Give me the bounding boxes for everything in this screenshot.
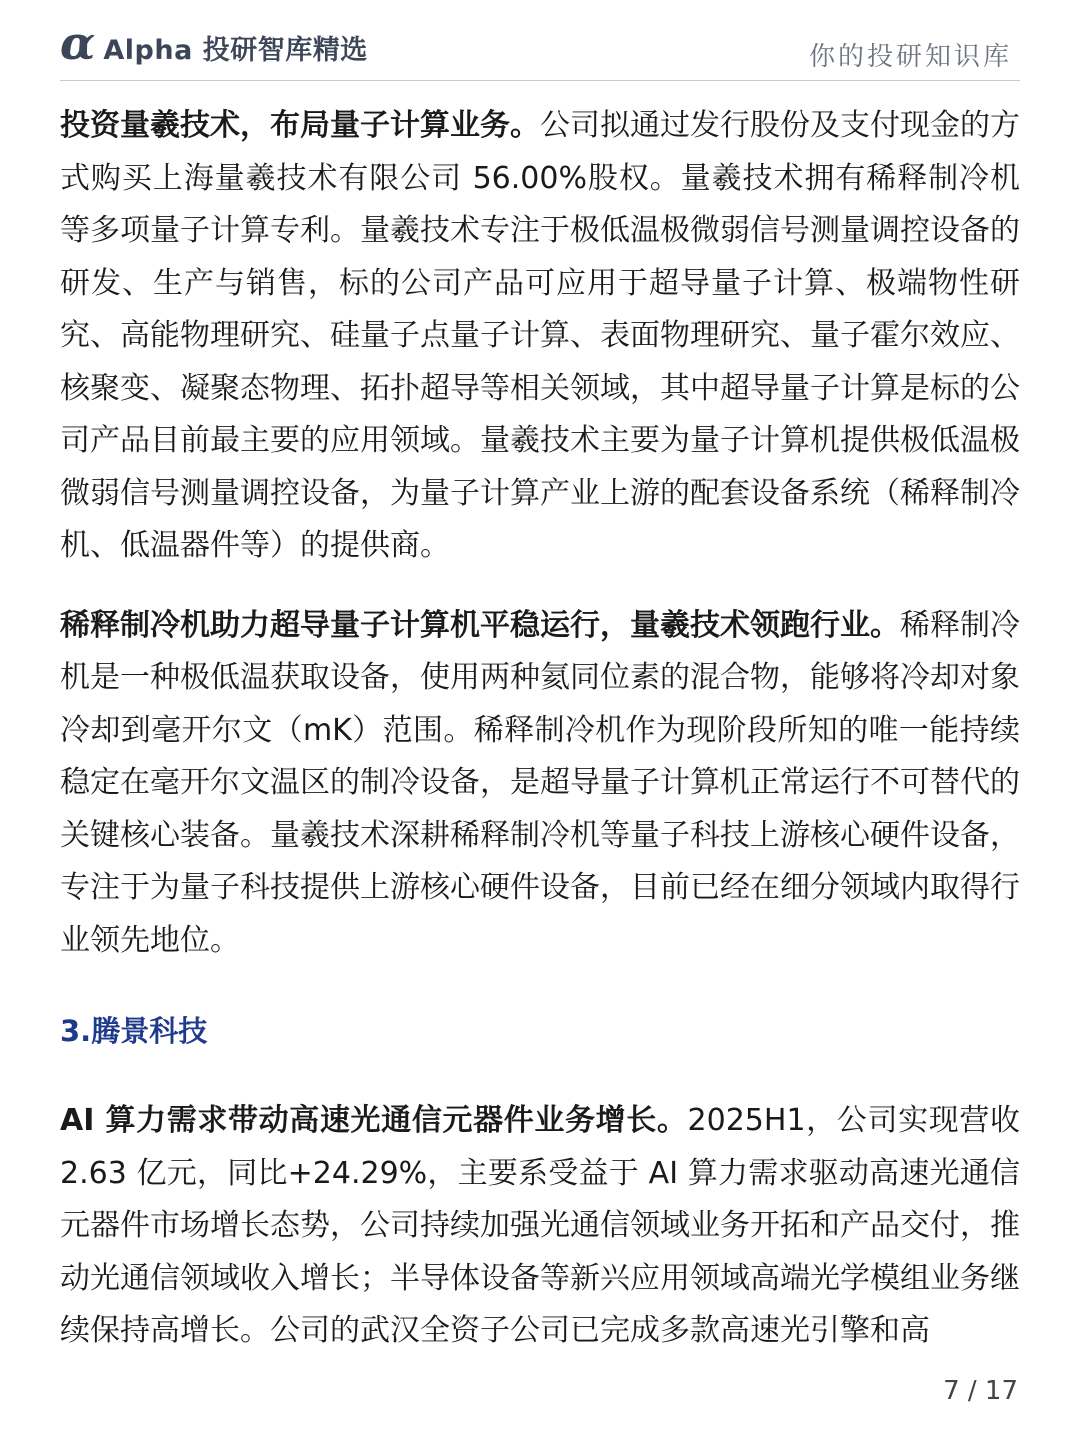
paragraph-text: 稀释制冷机是一种极低温获取设备，使用两种氦同位素的混合物，能够将冷却对象冷却到毫开尔文（mK）范围。稀释制冷机作为现阶段所知的唯一能持续稳定在毫开尔文温区的制冷设备，是超导量子计算机正常运行不可替代的关键核心装备。量羲技术深耕稀释制冷机等量子科技上游核心硬件设备，专注于为量子科技提供上游核心硬件设备，目前已经在细分领域内取得行业领先地位。 xyxy=(60,607,1020,958)
page-header xyxy=(60,18,1020,81)
paragraph-lead: 稀释制冷机助力超导量子计算机平稳运行，量羲技术领跑行业。 xyxy=(60,607,900,643)
page-number: 7 / 17 xyxy=(943,1376,1018,1406)
paragraph-ai-optical xyxy=(60,1095,1020,1358)
paragraph-text: 公司拟通过发行股份及支付现金的方式购买上海量羲技术有限公司 56.00%股权。量羲技术拥有稀释制冷机等多项量子计算专利。量羲技术专注于极低温极微弱信号测量调控设备的研发、生产与销售，标的公司产品可应用于超导量子计算、极端物性研究、高能物理研究、硅量子点量子计算、表面物理研究、量子霍尔效应、核聚变、凝聚态物理、拓扑超导等相关领域，其中超导量子计算是标的公司产品目前最主要的应用领域。量羲技术主要为量子计算机提供极低温极微弱信号测量调控设备，为量子计算产业上游的配套设备系统（稀释制冷机、低温器件等）的提供商。 xyxy=(60,108,1020,563)
paragraph-quantum-investment xyxy=(60,100,1020,573)
alpha-logo-icon: α xyxy=(60,16,96,70)
header-tagline: 你的投研知识库 xyxy=(808,42,1012,72)
paragraph-lead: 投资量羲技术，布局量子计算业务。 xyxy=(60,108,540,143)
paragraph-lead: AI 算力需求带动高速光通信元器件业务增长。 xyxy=(60,1103,688,1138)
brand-logo xyxy=(60,18,368,76)
paragraph-text: 2025H1，公司实现营收 2.63 亿元，同比+24.29%，主要系受益于 AI 算力需求驱动高速光通信元器件市场增长态势，公司持续加强光通信领域业务开拓和产品交付，推动光通信领域收入增长；半导体设备等新兴应用领域高端光学模组业务继续保持高增长。公司的武汉全资子公司已完成多款高速光引擎和高 xyxy=(60,1103,1020,1348)
document-body xyxy=(60,100,1020,1358)
section-heading: 3.腾景科技 xyxy=(60,1014,208,1048)
brand-name: Alpha 投研智库精选 xyxy=(103,34,368,66)
paragraph-dilution-refrigerator xyxy=(60,600,1020,968)
